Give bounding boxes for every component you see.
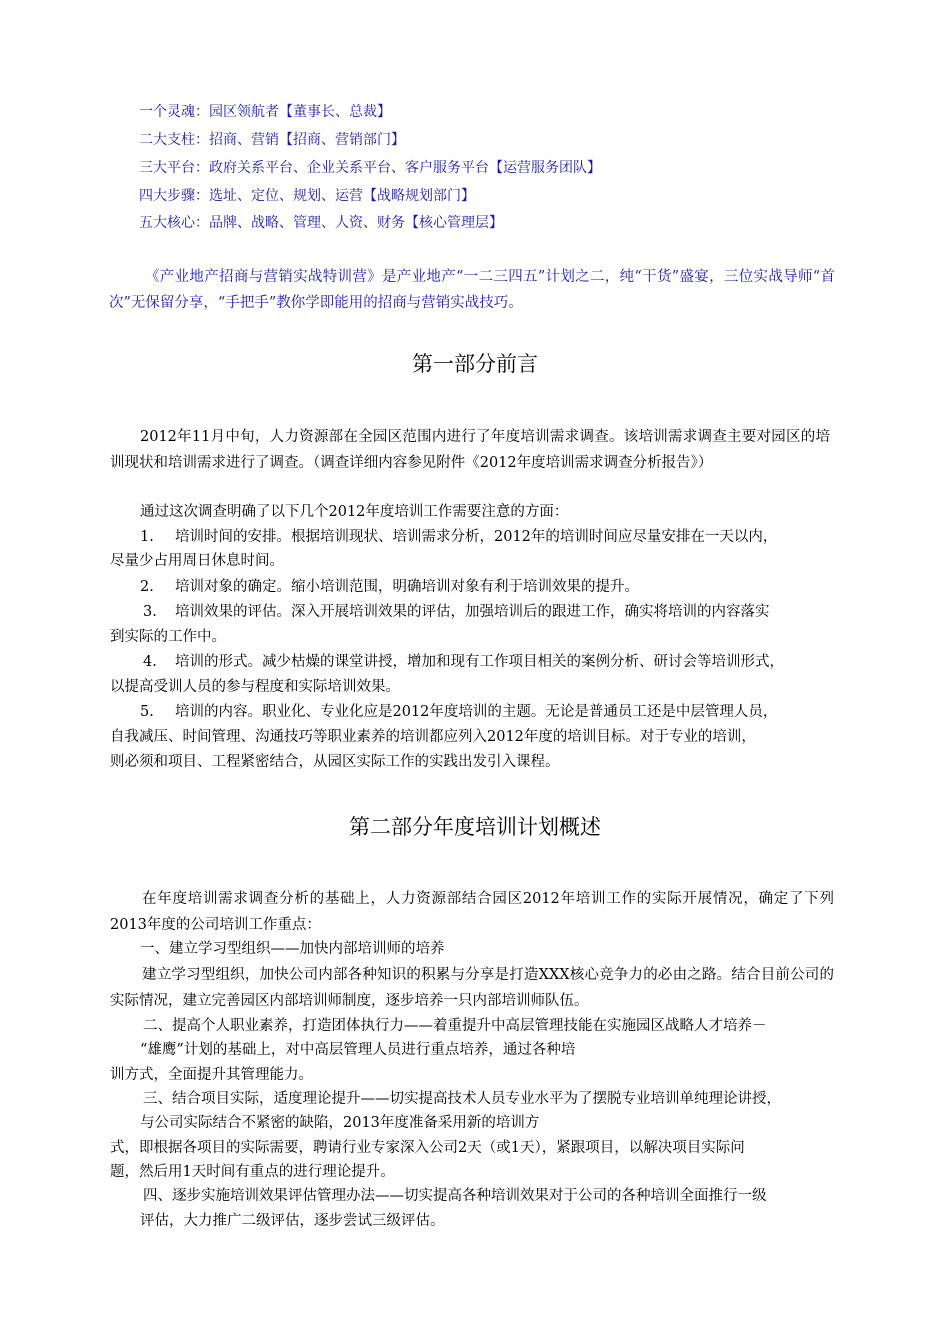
intro-line-platforms: 三大平台：政府关系平台、企业关系平台、客户服务平台【运营服务团队】 [139,160,601,176]
intro-line-core: 五大核心：品牌、战略、管理、人资、财务【核心管理层】 [139,215,503,231]
list-item-text: 培训的内容。职业化、专业化应是2012年度培训的主题。无论是普通员工还是中层管理人员， [175,704,778,720]
part1-summary-line: 通过这次调查明确了以下几个2012年度培训工作需要注意的方面： [140,504,569,520]
list-item-text-cont: 以提高受训人员的参与程度和实际培训效果。 [110,679,400,695]
list-item-text: 培训效果的评估。深入开展培训效果的评估，加强培训后的跟进工作，确实将培训的内容落实 [175,604,770,620]
list-item-text-cont: 到实际的工作中。 [110,629,226,645]
list-item-number: 4. [143,654,157,670]
section4-line: 四、逐步实施培训效果评估管理办法——切实提高各种培训效果对于公司的各种培训全面推行一级 [143,1188,767,1204]
list-item-text: 培训时间的安排。根据培训现状、培训需求分析，2012年的培训时间应尽量安排在一天以内， [175,529,778,545]
list-item-text-cont: 自我减压、时间管理、沟通技巧等职业素养的培训都应列入2012年度的培训目标。对于专业的培训， [110,729,756,745]
part2-heading: 第二部分年度培训计划概述 [349,815,601,839]
list-item-number: 5. [140,704,154,720]
list-item-text: 培训对象的确定。缩小培训范围，明确培训对象有利于培训效果的提升。 [175,579,639,595]
list-item-text: 培训的形式。减少枯燥的课堂讲授，增加和现有工作项目相关的案例分析、研讨会等培训形式， [175,654,784,670]
section2-line: 训方式，全面提升其管理能力。 [110,1067,313,1083]
list-item-text-cont: 则必须和项目、工程紧密结合，从园区实际工作的实践出发引入课程。 [110,754,560,770]
promo-paragraph: 《产业地产招商与营销实战特训营》是产业地产“一二三四五”计划之二，纯“干货”盛宴，三位实战导师“首次”无保留分享，“手把手”教你学即能用的招商与营销实战技巧。 [109,269,835,311]
part1-intro-paragraph: 2012年11月中旬，人力资源部在全园区范围内进行了年度培训需求调查。该培训需求调查主要对园区的培训现状和培训需求进行了调查。（调查详细内容参见附件《2012年度培训需求调查分析报告》） [110,429,830,471]
section4-line: 评估，大力推广二级评估，逐步尝试三级评估。 [140,1213,445,1229]
part2-intro-paragraph: 在年度培训需求调查分析的基础上，人力资源部结合园区2012年培训工作的实际开展情况，确定了下列2013年度的公司培训工作重点： [110,891,834,933]
list-item-text-cont: 尽量少占用周日休息时间。 [110,553,284,569]
list-item-number: 1. [140,529,154,545]
section3-line: 与公司实际结合不紧密的缺陷，2013年度准备采用新的培训方 [140,1115,540,1131]
intro-line-soul: 一个灵魂：园区领航者【董事长、总裁】 [139,104,391,120]
section2-line: 二、提高个人职业素养，打造团体执行力——着重提升中高层管理技能在实施园区战略人才培养－ [143,1018,767,1034]
section1-body: 建立学习型组织，加快公司内部各种知识的积累与分享是打造XXX核心竞争力的必由之路。结合目前公司的实际情况，建立完善园区内部培训师制度，逐步培养一只内部培训师队伍。 [110,967,834,1009]
list-item-number: 3. [143,604,157,620]
intro-line-pillars: 二大支柱：招商、营销【招商、营销部门】 [139,132,405,148]
list-item-number: 2. [140,579,154,595]
section3-line: 式，即根据各项目的实际需要，聘请行业专家深入公司2天（或1天），紧跟项目，以解决项目实际问 [110,1140,745,1156]
intro-line-steps: 四大步骤：选址、定位、规划、运营【战略规划部门】 [139,188,475,204]
part1-heading: 第一部分前言 [412,352,538,376]
section1-title: 一、建立学习型组织——加快内部培训师的培养 [140,941,445,957]
section3-line: 题，然后用1天时间有重点的进行理论提升。 [110,1164,395,1180]
section3-line: 三、结合项目实际，适度理论提升——切实提高技术人员专业水平为了摆脱专业培训单纯理论讲授， [143,1091,781,1107]
section2-line: “雄鹰”计划的基础上，对中高层管理人员进行重点培养，通过各种培 [140,1042,576,1058]
